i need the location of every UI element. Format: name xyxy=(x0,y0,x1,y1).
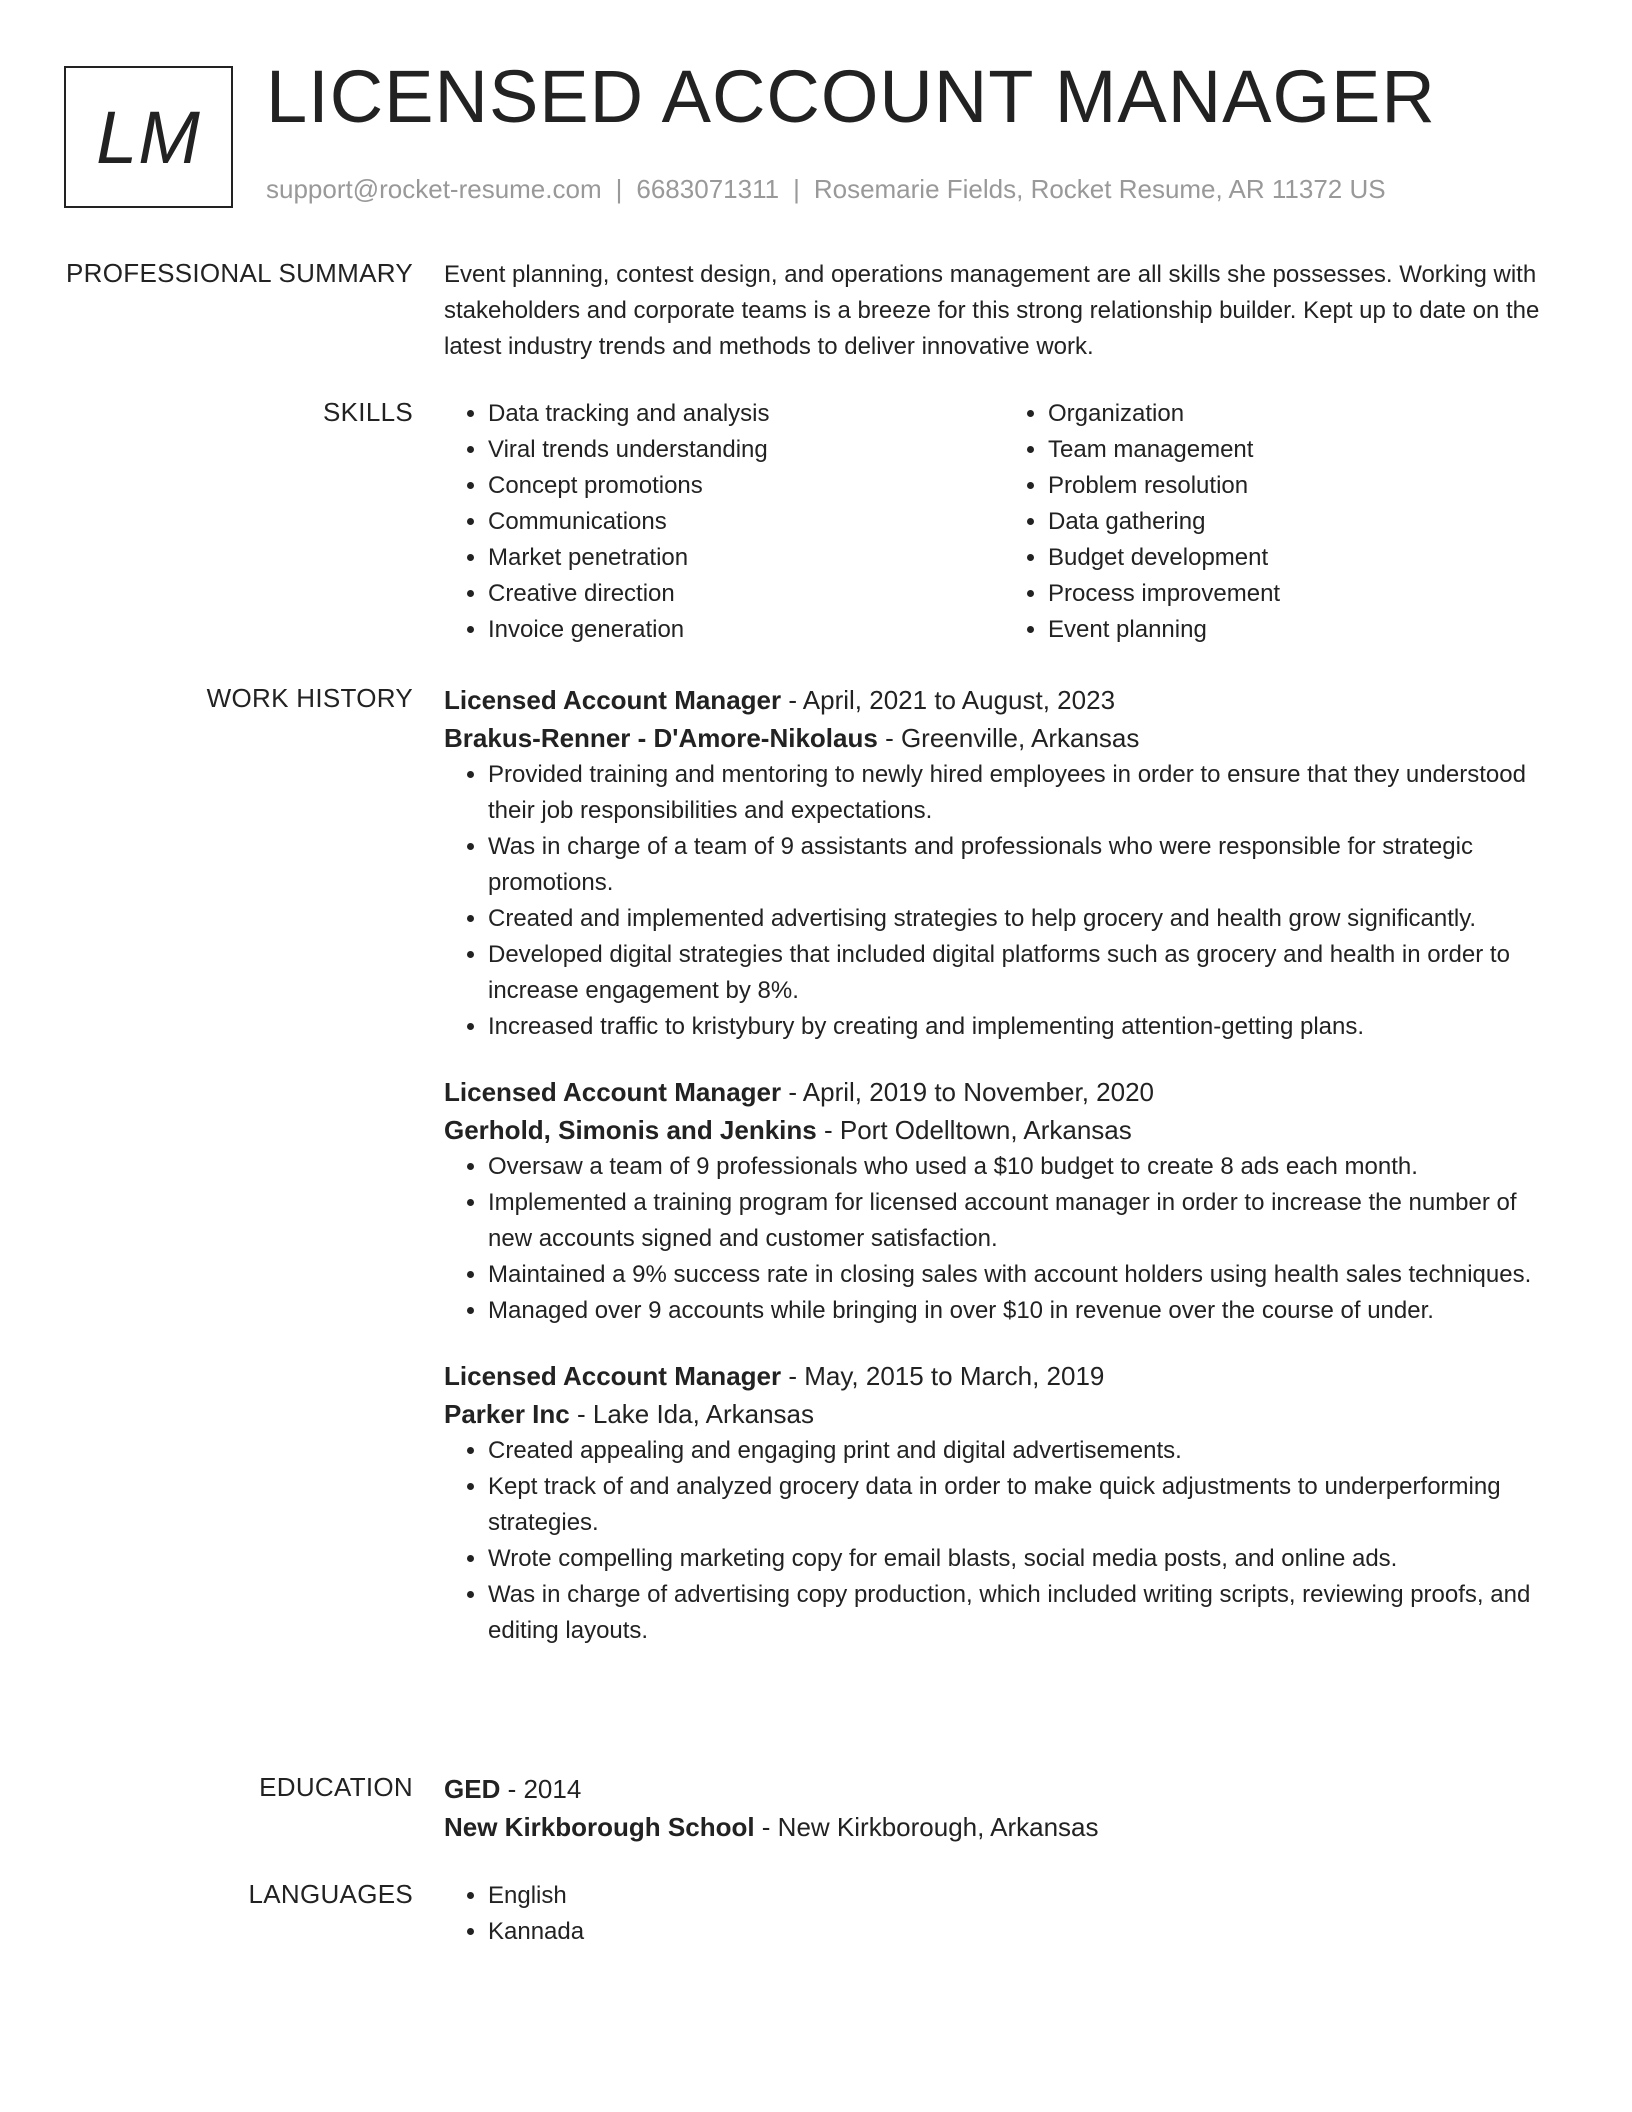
summary-body xyxy=(444,257,1564,365)
contact-separator: | xyxy=(615,174,623,204)
job-bullet: • Managed over 9 accounts while bringing in over $10 in revenue over the course of under. xyxy=(488,1293,1564,1329)
contact-separator: | xyxy=(793,174,800,204)
job-bullet: • Kept track of and analyzed grocery data in order to make quick adjustments to underperforming strategies. xyxy=(488,1469,1564,1541)
summary-text: Event planning, contest design, and operations management are all skills she possesses. Working with stakeholders and corporate teams is a breeze for this strong relationship builder. Kept up to date on the latest industry trends and methods to deliver innovative work. xyxy=(444,261,1540,360)
job-location: - Lake Ida, Arkansas xyxy=(569,1399,814,1429)
education-school-line xyxy=(444,1808,1564,1846)
job-bullet: • Created appealing and engaging print and digital advertisements. xyxy=(488,1433,1564,1469)
skill-item: • Market penetration xyxy=(488,540,1004,576)
education-year: - 2014 xyxy=(500,1774,582,1804)
resume-title: LICENSED ACCOUNT MANAGER xyxy=(266,55,1436,138)
summary-heading: PROFESSIONAL SUMMARY xyxy=(66,258,413,288)
languages-body xyxy=(444,1878,1564,1950)
job-location: - Port Odelltown, Arkansas xyxy=(816,1115,1132,1145)
skill-item: • Creative direction xyxy=(488,576,1004,612)
skill-item: • Problem resolution xyxy=(1048,468,1564,504)
education-degree: GED xyxy=(444,1774,501,1804)
skill-item: • Budget development xyxy=(1048,540,1564,576)
job-title-line xyxy=(444,681,1564,719)
skill-item: • Invoice generation xyxy=(488,612,1004,648)
education-heading: EDUCATION xyxy=(259,1772,413,1802)
skill-item: • Viral trends understanding xyxy=(488,432,1004,468)
job-title: Licensed Account Manager xyxy=(444,1361,782,1391)
contact-address: Rosemarie Fields, Rocket Resume, AR 11372 US xyxy=(813,174,1386,204)
languages-list xyxy=(444,1878,1564,1950)
skill-item: • Organization xyxy=(1048,396,1564,432)
language-item: • Kannada xyxy=(488,1914,1564,1950)
job-dates: - April, 2019 to November, 2020 xyxy=(781,1077,1155,1107)
job-title: Licensed Account Manager xyxy=(444,685,782,715)
job-bullet: • Created and implemented advertising strategies to help grocery and health grow significantly. xyxy=(488,901,1564,937)
contact-phone[interactable]: 6683071311 xyxy=(636,174,780,204)
job-bullet: • Maintained a 9% success rate in closing sales with account holders using health sales techniques. xyxy=(488,1257,1564,1293)
job-company: Parker Inc xyxy=(444,1399,570,1429)
education-degree-line xyxy=(444,1770,1564,1808)
skills-heading: SKILLS xyxy=(323,397,413,427)
job-bullet: • Was in charge of a team of 9 assistants and professionals who were responsible for strategic promotions. xyxy=(488,829,1564,901)
job-company: Brakus-Renner - D'Amore-Nikolaus xyxy=(444,723,878,753)
job-dates: - April, 2021 to August, 2023 xyxy=(781,685,1116,715)
job-bullet-list xyxy=(444,1149,1564,1329)
skill-item: • Team management xyxy=(1048,432,1564,468)
skill-item: • Data tracking and analysis xyxy=(488,396,1004,432)
monogram-box xyxy=(64,66,233,208)
skill-item: • Process improvement xyxy=(1048,576,1564,612)
job-company-line xyxy=(444,1111,1564,1149)
job-dates: - May, 2015 to March, 2019 xyxy=(781,1361,1105,1391)
monogram-initials: LM xyxy=(96,95,201,179)
skills-list-right xyxy=(1004,396,1564,648)
job-company: Gerhold, Simonis and Jenkins xyxy=(444,1115,817,1145)
education-school: New Kirkborough School xyxy=(444,1812,755,1842)
job-bullet: • Was in charge of advertising copy production, which included writing scripts, reviewing proofs, and editing layouts. xyxy=(488,1577,1564,1649)
contact-email[interactable]: support@rocket-resume.com xyxy=(266,174,602,204)
job-bullet-list xyxy=(444,1433,1564,1649)
education-body xyxy=(444,1770,1564,1846)
job-bullet: • Developed digital strategies that included digital platforms such as grocery and health in order to increase engagement by 8%. xyxy=(488,937,1564,1009)
education-location: - New Kirkborough, Arkansas xyxy=(754,1812,1099,1842)
job-title-line xyxy=(444,1357,1564,1395)
job-bullet: • Oversaw a team of 9 professionals who used a $10 budget to create 8 ads each month. xyxy=(488,1149,1564,1185)
skills-list-left xyxy=(444,396,1004,648)
skills-body xyxy=(444,396,1564,648)
job-entry xyxy=(444,1073,1564,1329)
job-bullet: • Provided training and mentoring to newly hired employees in order to ensure that they understood their job responsibilities and expectations. xyxy=(488,757,1564,829)
job-entry xyxy=(444,681,1564,1045)
work-history-heading: WORK HISTORY xyxy=(206,683,413,713)
job-title: Licensed Account Manager xyxy=(444,1077,782,1107)
job-bullet: • Wrote compelling marketing copy for email blasts, social media posts, and online ads. xyxy=(488,1541,1564,1577)
contact-line xyxy=(266,174,1386,205)
job-company-line xyxy=(444,719,1564,757)
skill-item: • Concept promotions xyxy=(488,468,1004,504)
job-company-line xyxy=(444,1395,1564,1433)
language-item: • English xyxy=(488,1878,1564,1914)
skill-item: • Communications xyxy=(488,504,1004,540)
job-bullet-list xyxy=(444,757,1564,1045)
job-bullet: • Increased traffic to kristybury by creating and implementing attention-getting plans. xyxy=(488,1009,1564,1045)
job-bullet: • Implemented a training program for licensed account manager in order to increase the number of new accounts signed and customer satisfaction. xyxy=(488,1185,1564,1257)
job-location: - Greenville, Arkansas xyxy=(877,723,1140,753)
job-title-line xyxy=(444,1073,1564,1111)
languages-heading: LANGUAGES xyxy=(248,1879,413,1909)
skill-item: • Event planning xyxy=(1048,612,1564,648)
job-entry xyxy=(444,1357,1564,1649)
work-history-body xyxy=(444,681,1564,1677)
skill-item: • Data gathering xyxy=(1048,504,1564,540)
